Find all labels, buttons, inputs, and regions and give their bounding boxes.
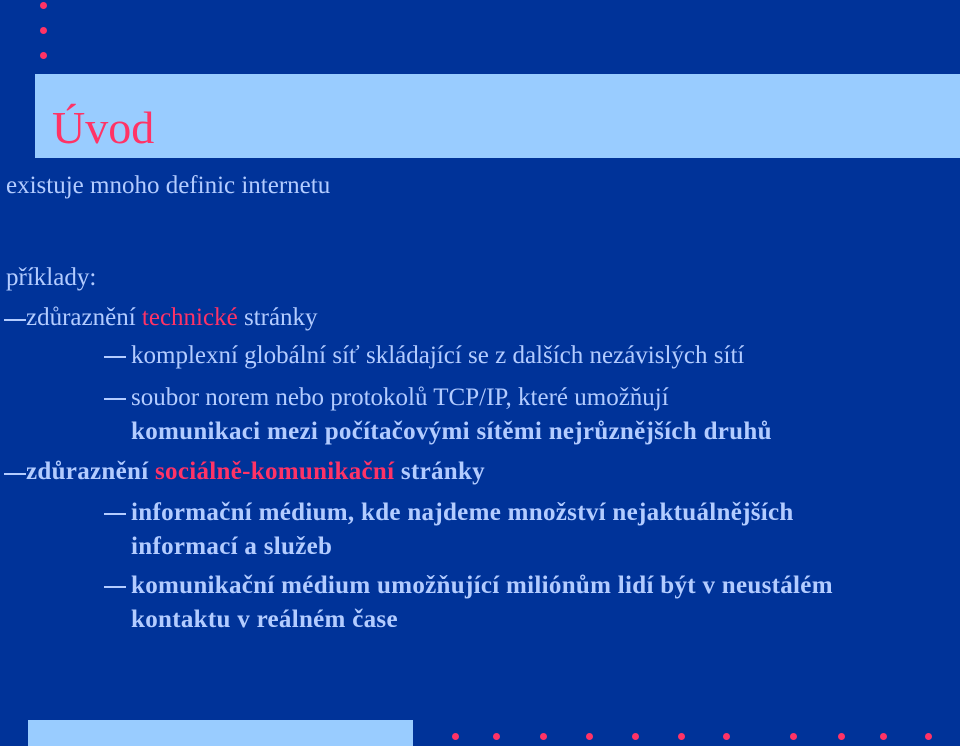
point-suffix: stránky xyxy=(394,458,485,485)
dash-bullet xyxy=(104,398,126,400)
point-prefix: zdůraznění xyxy=(26,304,142,331)
sub-point: informační médium, kde najdeme množství nejaktuálnějších xyxy=(131,499,794,526)
decor-dot xyxy=(40,52,47,59)
point-highlight: sociálně-komunikační xyxy=(155,458,395,485)
decor-dot xyxy=(493,733,500,740)
intro-text: existuje mnoho definic internetu xyxy=(6,172,331,199)
sub-point: komplexní globální síť skládající se z dalších nezávislých sítí xyxy=(131,342,745,369)
title-band xyxy=(35,74,960,158)
dash-bullet xyxy=(104,356,126,358)
decor-dot xyxy=(838,733,845,740)
decor-dot xyxy=(632,733,639,740)
decor-dot xyxy=(40,27,47,34)
point-social xyxy=(26,456,485,488)
dash-bullet xyxy=(4,473,26,475)
sub-point: komunikační médium umožňující miliónům lidí být v neustálém xyxy=(131,572,833,599)
bottom-band xyxy=(28,720,413,746)
decor-dot xyxy=(723,733,730,740)
decor-dot xyxy=(452,733,459,740)
decor-dot xyxy=(586,733,593,740)
examples-label: příklady: xyxy=(6,264,97,291)
point-suffix: stránky xyxy=(237,304,318,331)
point-technical xyxy=(26,302,318,334)
dash-bullet xyxy=(104,513,126,515)
decor-dot xyxy=(40,2,47,9)
dash-bullet xyxy=(4,319,26,321)
slide-title: Úvod xyxy=(52,102,155,153)
decor-dot xyxy=(790,733,797,740)
point-prefix: zdůraznění xyxy=(26,458,155,485)
sub-point-continuation: kontaktu v reálném čase xyxy=(131,606,398,633)
sub-point: soubor norem nebo protokolů TCP/IP, které umožňují xyxy=(131,384,669,411)
sub-point-continuation: komunikaci mezi počítačovými sítěmi nejrůznějších druhů xyxy=(131,418,772,445)
decor-dot xyxy=(540,733,547,740)
decor-dot xyxy=(678,733,685,740)
dash-bullet xyxy=(104,586,126,588)
decor-dot xyxy=(925,733,932,740)
sub-point-continuation: informací a služeb xyxy=(131,533,333,560)
decor-dot xyxy=(880,733,887,740)
point-highlight: technické xyxy=(141,304,238,331)
